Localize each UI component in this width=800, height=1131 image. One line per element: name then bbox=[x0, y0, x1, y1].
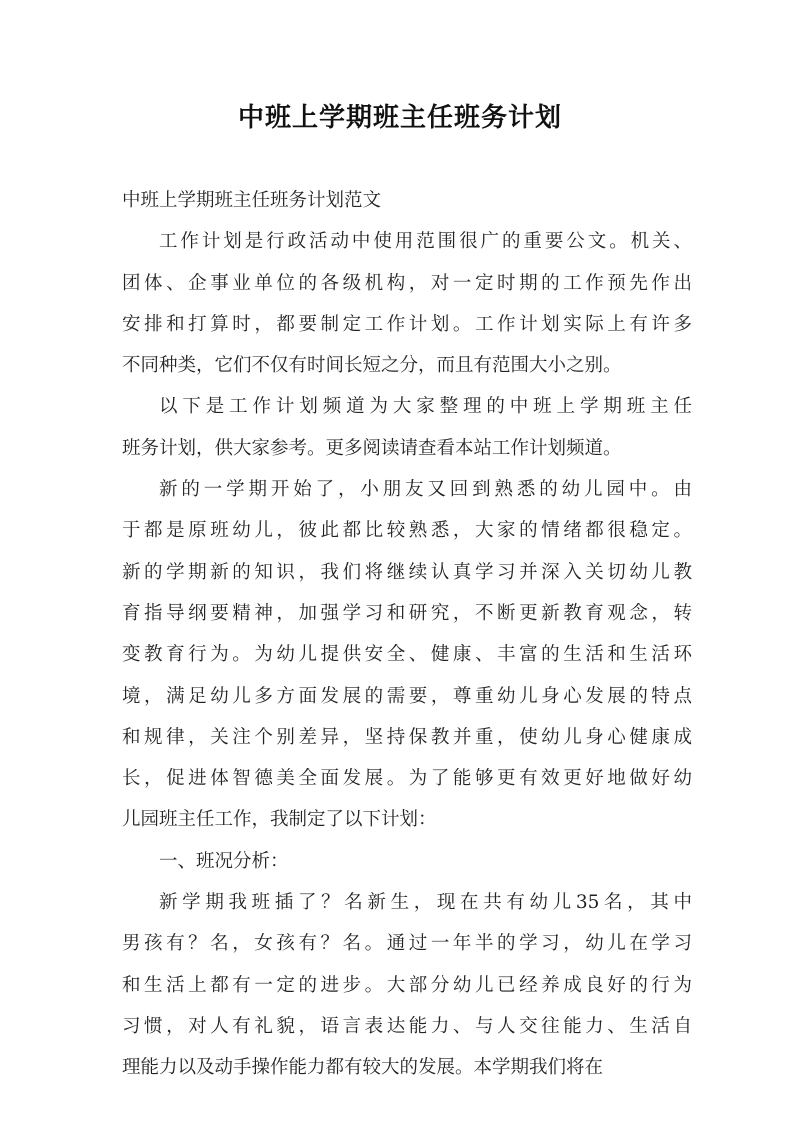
text-line: 长，促进体智德美全面发展。为了能够更有效更好地做好幼 bbox=[122, 768, 692, 790]
document-title: 中班上学期班主任班务计划 bbox=[237, 103, 562, 133]
text-line: 以下是工作计划频道为大家整理的中班上学期班主任 bbox=[159, 396, 692, 418]
text-line: 习惯，对人有礼貌，语言表达能力、与人交往能力、生活自 bbox=[122, 1015, 692, 1037]
text-line: 工作计划是行政活动中使用范围很广的重要公文。机关、 bbox=[159, 231, 692, 253]
text-line: 境，满足幼儿多方面发展的需要，尊重幼儿身心发展的特点 bbox=[122, 685, 692, 707]
paragraph-new-semester bbox=[122, 469, 692, 841]
text-line: 团体、企事业单位的各级机构，对一定时期的工作预先作出 bbox=[122, 272, 692, 294]
document-subtitle: 中班上学期班主任班务计划范文 bbox=[122, 190, 382, 211]
text-line: 安排和打算时，都要制定工作计划。工作计划实际上有许多 bbox=[122, 313, 692, 335]
text-line: 和生活上都有一定的进步。大部分幼儿已经养成良好的行为 bbox=[122, 974, 692, 996]
paragraph-class-analysis bbox=[122, 882, 692, 1088]
text-line: 男孩有？名，女孩有？名。通过一年半的学习，幼儿在学习 bbox=[122, 933, 692, 955]
text-line: 变教育行为。为幼儿提供安全、健康、丰富的生活和生活环 bbox=[122, 644, 692, 666]
text-line: 新学期我班插了？名新生，现在共有幼儿35名，其中 bbox=[159, 892, 692, 914]
document-body bbox=[122, 180, 692, 1089]
section-heading-class-analysis bbox=[122, 841, 692, 882]
text-line: 理能力以及动手操作能力都有较大的发展。本学期我们将在 bbox=[122, 1057, 604, 1079]
text-line: 班务计划，供大家参考。更多阅读请查看本站工作计划频道。 bbox=[122, 437, 622, 459]
text-line: 不同种类，它们不仅有时间长短之分，而且有范围大小之别。 bbox=[122, 355, 622, 377]
text-line: 和规律，关注个别差异，坚持保教并重，使幼儿身心健康成 bbox=[122, 726, 692, 748]
paragraph-intro bbox=[122, 221, 692, 386]
text-line: 一、班况分析： bbox=[159, 850, 289, 872]
text-line: 于都是原班幼儿，彼此都比较熟悉，大家的情绪都很稳定。 bbox=[122, 520, 692, 542]
paragraph-reference bbox=[122, 386, 692, 469]
text-line: 新的学期新的知识，我们将继续认真学习并深入关切幼儿教 bbox=[122, 561, 692, 583]
text-line: 儿园班主任工作，我制定了以下计划： bbox=[122, 809, 437, 831]
text-line: 育指导纲要精神，加强学习和研究，不断更新教育观念，转 bbox=[122, 602, 692, 624]
text-line: 新的一学期开始了，小朋友又回到熟悉的幼儿园中。由 bbox=[159, 479, 692, 501]
